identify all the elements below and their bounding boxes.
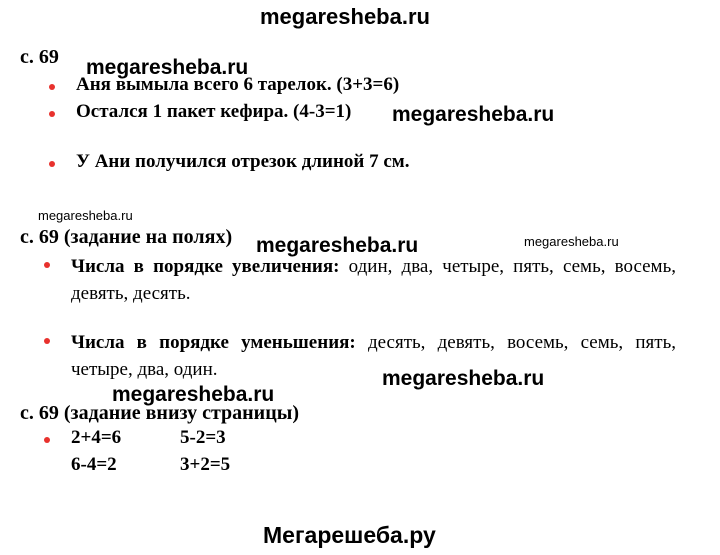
- bullet-icon: [44, 262, 50, 268]
- list-item-bold: Числа в порядке увеличения:: [71, 256, 340, 277]
- bullet-icon: [49, 161, 55, 167]
- equation: 2+4=6: [71, 427, 122, 448]
- bullet-icon: [44, 338, 50, 344]
- header-watermark: megaresheba.ru: [260, 4, 430, 29]
- watermark: megaresheba.ru: [256, 234, 419, 257]
- section1-heading: с. 69: [20, 46, 59, 68]
- list-item: У Ани получился отрезок длиной 7 см.: [76, 151, 410, 172]
- watermark: megaresheba.ru: [382, 367, 545, 390]
- watermark: megaresheba.ru: [392, 103, 555, 126]
- list-item-text: десять, девять, восемь, семь, пять, четыре, два, один.: [71, 332, 676, 380]
- footer-watermark: Мегарешеба.ру: [263, 522, 436, 548]
- bullet-icon: [49, 84, 55, 90]
- list-item-bold: Числа в порядке уменьшения:: [71, 332, 356, 353]
- equation: 3+2=5: [180, 454, 231, 475]
- bullet-icon: [44, 437, 50, 443]
- list-item: Остался 1 пакет кефира. (4-3=1): [76, 101, 352, 122]
- watermark: megaresheba.ru: [524, 234, 619, 249]
- equation: 5-2=3: [180, 427, 226, 448]
- list-item-text: один, два, четыре, пять, семь, восемь, девять, десять.: [71, 256, 676, 304]
- list-item: [71, 329, 676, 383]
- section3-heading: с. 69 (задание внизу страницы): [20, 402, 299, 424]
- list-item: Аня вымыла всего 6 тарелок. (3+3=6): [76, 74, 400, 95]
- watermark: megaresheba.ru: [38, 208, 133, 223]
- watermark: megaresheba.ru: [86, 56, 249, 79]
- bullet-icon: [49, 111, 55, 117]
- list-item: [71, 253, 676, 307]
- section2-heading: с. 69 (задание на полях): [20, 226, 233, 248]
- watermark: megaresheba.ru: [112, 383, 275, 406]
- equation: 6-4=2: [71, 454, 117, 475]
